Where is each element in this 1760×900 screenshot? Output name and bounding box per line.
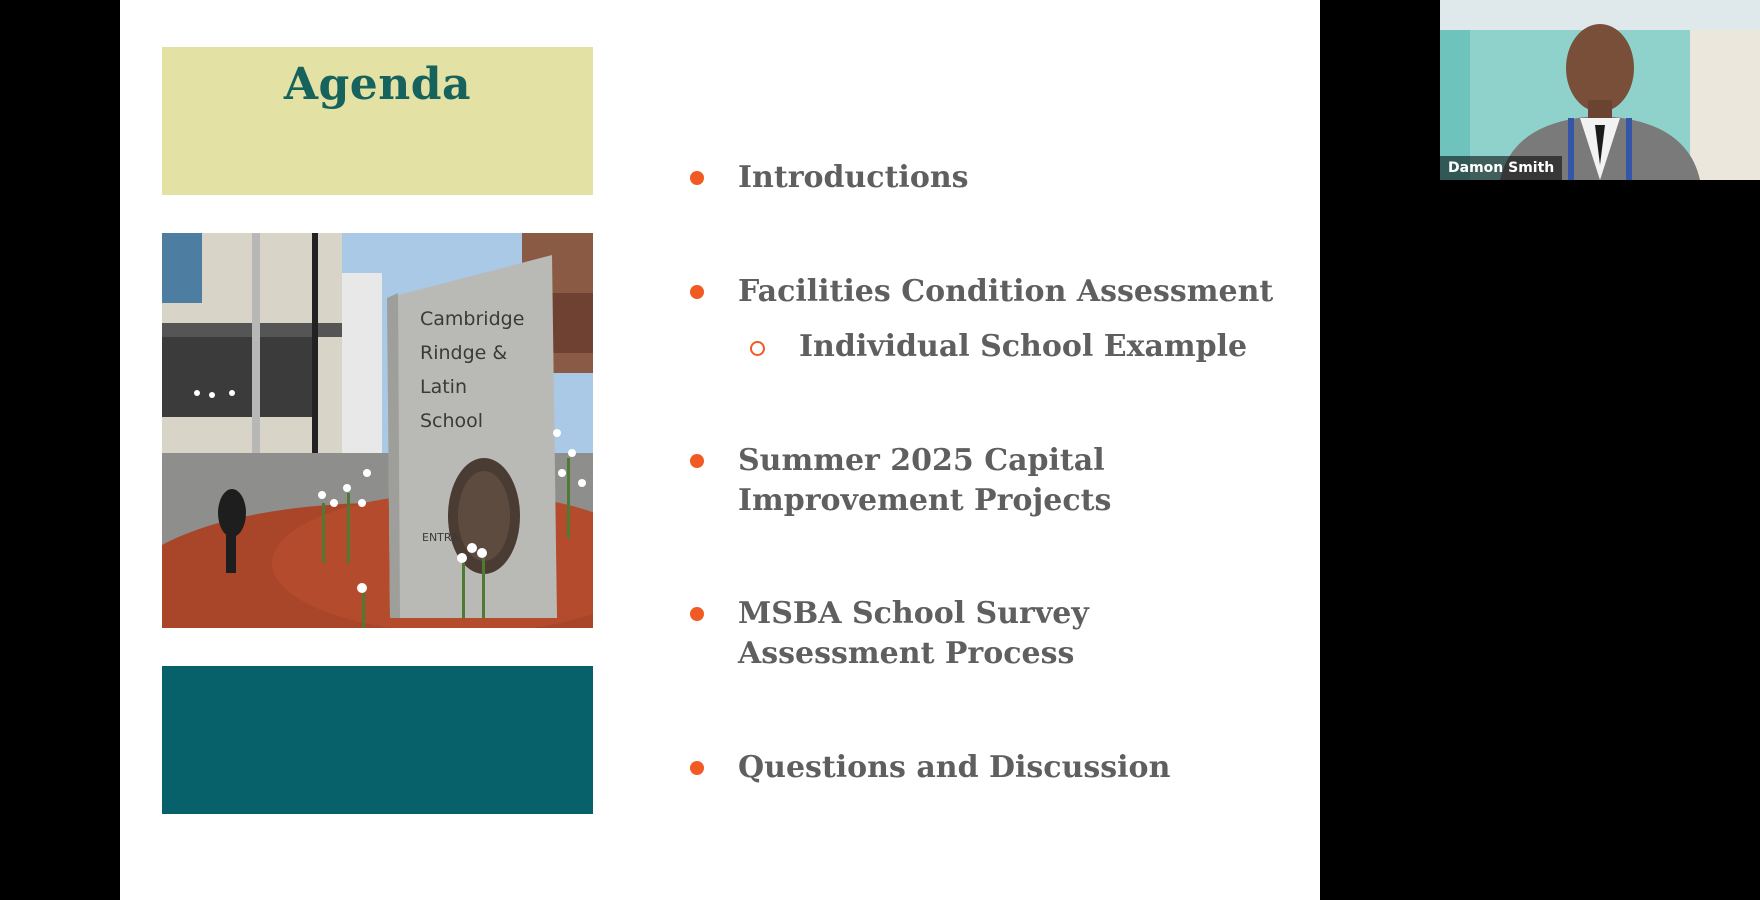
hollow-bullet-icon bbox=[750, 341, 765, 356]
agenda-item-text-line: Improvement Projects bbox=[738, 483, 1112, 518]
agenda-item bbox=[690, 158, 969, 198]
agenda-item bbox=[690, 272, 1273, 312]
agenda-item bbox=[690, 748, 1170, 788]
sign-line-4: School bbox=[420, 410, 484, 432]
agenda-item-text: Facilities Condition Assessment bbox=[738, 274, 1274, 309]
bullet-icon bbox=[690, 761, 704, 775]
bullet-icon bbox=[690, 454, 704, 468]
agenda-list bbox=[690, 0, 1310, 900]
school-sign-photo bbox=[162, 233, 593, 628]
school-sign-illustration bbox=[162, 233, 593, 628]
agenda-item-text-line: MSBA School Survey bbox=[738, 596, 1089, 631]
sign-line-2: Rindge & bbox=[420, 342, 508, 364]
bullet-icon bbox=[690, 607, 704, 621]
participant-name: Damon Smith bbox=[1440, 156, 1562, 180]
agenda-item-text-line: Assessment Process bbox=[738, 636, 1075, 671]
agenda-subitem bbox=[750, 327, 1247, 367]
participant-video-tile[interactable] bbox=[1440, 0, 1760, 180]
agenda-item-text: Introductions bbox=[738, 160, 969, 195]
title-banner bbox=[162, 47, 593, 195]
participant-video-feed bbox=[1440, 0, 1760, 180]
bullet-icon bbox=[690, 171, 704, 185]
bullet-icon bbox=[690, 285, 704, 299]
agenda-item bbox=[690, 441, 1111, 521]
agenda-item-text-line: Summer 2025 Capital bbox=[738, 443, 1105, 478]
agenda-item bbox=[690, 594, 1089, 674]
agenda-subitem-text: Individual School Example bbox=[799, 329, 1248, 364]
sign-line-3: Latin bbox=[420, 376, 467, 398]
sign-small-text: ENTRA bbox=[422, 531, 459, 544]
teal-block bbox=[162, 666, 593, 814]
slide-title: Agenda bbox=[283, 59, 472, 110]
agenda-item-text: Questions and Discussion bbox=[738, 750, 1171, 785]
sign-line-1: Cambridge bbox=[420, 308, 525, 330]
presentation-slide bbox=[120, 0, 1320, 900]
